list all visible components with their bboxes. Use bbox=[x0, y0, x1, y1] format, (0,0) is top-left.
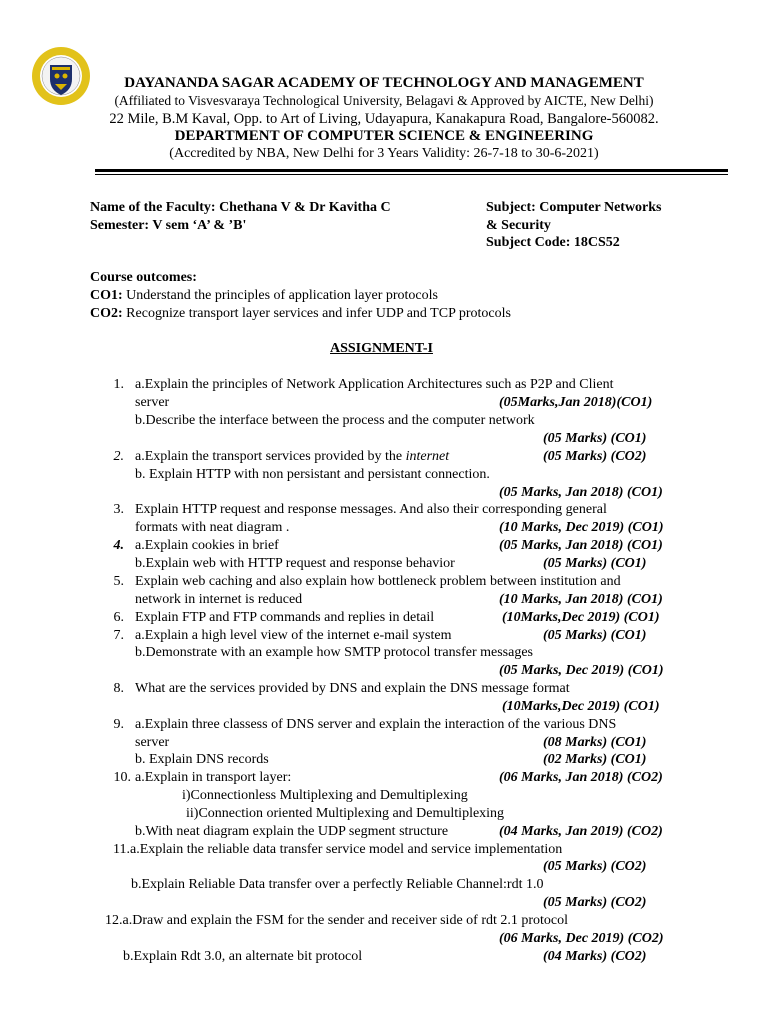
question-text: formats with neat diagram . bbox=[135, 520, 290, 535]
question-text: b.With neat diagram explain the UDP segment structure bbox=[135, 824, 449, 839]
question-text-emphasis: internet bbox=[405, 449, 450, 464]
question-number: 5. bbox=[113, 574, 124, 589]
marks-label: (06 Marks, Dec 2019) (CO2) bbox=[499, 931, 664, 946]
question-text: a.Explain a high level view of the internet e-mail system bbox=[135, 628, 452, 643]
question-text: a.Explain in transport layer: bbox=[135, 770, 292, 785]
question-text: What are the services provided by DNS and explain the DNS message format bbox=[135, 681, 570, 696]
course-outcome-1 bbox=[90, 288, 438, 304]
marks-label: (04 Marks, Jan 2019) (CO2) bbox=[499, 824, 663, 839]
marks-label: (05 Marks) (CO1) bbox=[543, 628, 647, 643]
question-text: b.Demonstrate with an example how SMTP protocol transfer messages bbox=[135, 645, 534, 660]
question-number: 6. bbox=[113, 610, 124, 625]
question-number: 2. bbox=[113, 449, 124, 464]
marks-label: (02 Marks) (CO1) bbox=[543, 752, 647, 767]
question-text: server bbox=[135, 395, 170, 410]
question-text: Explain FTP and FTP commands and replies in detail bbox=[135, 610, 435, 625]
question-number: 10. bbox=[113, 770, 131, 785]
question-number: 4. bbox=[113, 538, 124, 553]
affiliation-line: (Affiliated to Visvesvaraya Technological University, Belagavi & Approved by AICTE, New Delhi) bbox=[114, 93, 654, 108]
marks-label: (05 Marks) (CO1) bbox=[543, 431, 647, 446]
question-text: Explain web caching and also explain how bottleneck problem between institution and bbox=[135, 574, 621, 589]
question-text: a.Explain three classess of DNS server and explain the interaction of the various DNS bbox=[135, 717, 617, 732]
question-text: b.Describe the interface between the process and the computer network bbox=[135, 413, 535, 428]
address-line: 22 Mile, B.M Kaval, Opp. to Art of Living, Udayapura, Kanakapura Road, Bangalore-560082. bbox=[109, 111, 659, 127]
co2-label: CO2: bbox=[90, 306, 123, 321]
question-text: a.Explain the principles of Network Application Architectures such as P2P and Client bbox=[135, 377, 614, 392]
institution-name: DAYANANDA SAGAR ACADEMY OF TECHNOLOGY AND MANAGEMENT bbox=[124, 75, 644, 91]
question-text: b.Explain Rdt 3.0, an alternate bit protocol bbox=[123, 949, 363, 964]
subject-line-2: & Security bbox=[486, 218, 551, 233]
marks-label: (05 Marks) (CO2) bbox=[543, 895, 647, 910]
question-text: 12.a.Draw and explain the FSM for the sender and receiver side of rdt 2.1 protocol bbox=[105, 913, 569, 928]
question-number: 3. bbox=[113, 502, 124, 517]
marks-label: (10 Marks, Jan 2018) (CO1) bbox=[499, 592, 663, 607]
question-text: b.Explain Reliable Data transfer over a perfectly Reliable Channel:rdt 1.0 bbox=[131, 877, 544, 892]
marks-label: (05 Marks, Jan 2018) (CO1) bbox=[499, 538, 663, 553]
marks-label: (05 Marks, Dec 2019) (CO1) bbox=[499, 663, 664, 678]
semester: Semester: V sem ‘A’ & ’B' bbox=[90, 218, 247, 233]
marks-label: (05Marks,Jan 2018)(CO1) bbox=[499, 395, 653, 410]
question-number: 9. bbox=[113, 717, 124, 732]
marks-label: (05 Marks) (CO2) bbox=[543, 859, 647, 874]
department-name: DEPARTMENT OF COMPUTER SCIENCE & ENGINEERING bbox=[174, 128, 594, 144]
marks-label: (06 Marks, Jan 2018) (CO2) bbox=[499, 770, 663, 785]
marks-label: (08 Marks) (CO1) bbox=[543, 735, 647, 750]
course-outcomes-heading: Course outcomes: bbox=[90, 270, 197, 285]
marks-label: (10 Marks, Dec 2019) (CO1) bbox=[499, 520, 664, 535]
question-text-part: a.Explain the transport services provided by the bbox=[135, 449, 406, 464]
marks-label: (04 Marks) (CO2) bbox=[543, 949, 647, 964]
marks-label: (10Marks,Dec 2019) (CO1) bbox=[502, 699, 660, 714]
subject-line-1: Subject: Computer Networks bbox=[486, 200, 662, 215]
question-number: 7. bbox=[113, 628, 124, 643]
question-text: network in internet is reduced bbox=[135, 592, 303, 607]
marks-label: (10Marks,Dec 2019) (CO1) bbox=[502, 610, 660, 625]
question-text bbox=[135, 449, 449, 465]
assignment-title: ASSIGNMENT-I bbox=[330, 341, 433, 356]
question-text: b. Explain HTTP with non persistant and persistant connection. bbox=[135, 467, 490, 482]
co2-text: Recognize transport layer services and infer UDP and TCP protocols bbox=[122, 306, 511, 321]
co1-label: CO1: bbox=[90, 288, 123, 303]
marks-label: (05 Marks, Jan 2018) (CO1) bbox=[499, 485, 663, 500]
co1-text: Understand the principles of application layer protocols bbox=[122, 288, 438, 303]
marks-label: (05 Marks) (CO1) bbox=[543, 556, 647, 571]
course-outcome-2 bbox=[90, 306, 511, 322]
question-text: a.Explain cookies in brief bbox=[135, 538, 279, 553]
question-text: 11.a.Explain the reliable data transfer service model and service implementation bbox=[113, 842, 563, 857]
question-number: 8. bbox=[113, 681, 124, 696]
question-text: b.Explain web with HTTP request and response behavior bbox=[135, 556, 455, 571]
question-subpoint: i)Connectionless Multiplexing and Demultiplexing bbox=[182, 788, 468, 803]
question-text: server bbox=[135, 735, 170, 750]
question-text: Explain HTTP request and response messages. And also their corresponding general bbox=[135, 502, 607, 517]
question-subpoint: ii)Connection oriented Multiplexing and Demultiplexing bbox=[186, 806, 505, 821]
subject-code: Subject Code: 18CS52 bbox=[486, 235, 620, 250]
header-divider-thin bbox=[95, 174, 728, 175]
marks-label: (05 Marks) (CO2) bbox=[543, 449, 647, 464]
question-number: 1. bbox=[113, 377, 124, 392]
faculty-name: Name of the Faculty: Chethana V & Dr Kavitha C bbox=[90, 200, 391, 215]
question-text: b. Explain DNS records bbox=[135, 752, 269, 767]
header-divider-thick bbox=[95, 169, 728, 172]
accreditation-line: (Accredited by NBA, New Delhi for 3 Years Validity: 26-7-18 to 30-6-2021) bbox=[169, 146, 599, 161]
